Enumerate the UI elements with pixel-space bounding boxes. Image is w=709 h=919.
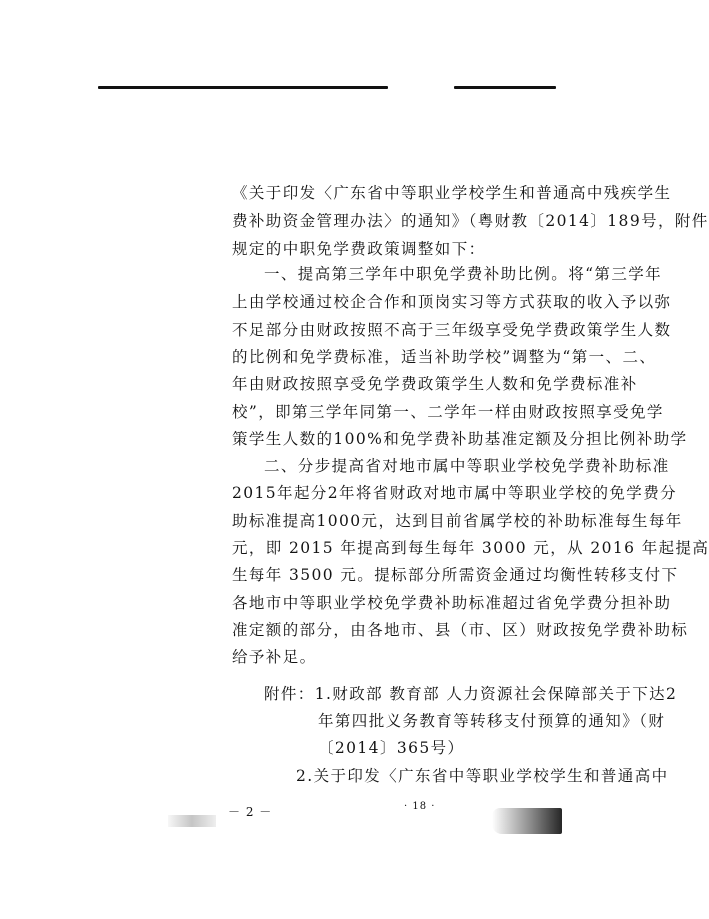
body-line: 上由学校通过校企合作和顶岗实习等方式获取的收入予以弥 xyxy=(232,293,672,311)
body-line: 不足部分由财政按照不高于三年级享受免学费政策学生人数 xyxy=(232,321,672,339)
body-line: 元，即 2015 年提高到每生每年 3000 元，从 2016 年起提高 xyxy=(232,539,709,557)
body-line: 生每年 3500 元。提标部分所需资金通过均衡性转移支付下 xyxy=(232,566,679,584)
attachment-line: 2.关于印发〈广东省中等职业学校学生和普通高中 xyxy=(296,767,669,785)
body-line: 各地市中等职业学校免学费补助标准超过省免学费分担补助 xyxy=(232,594,672,612)
scan-smudge-left xyxy=(168,815,216,827)
body-line: 年由财政按照享受免学费政策学生人数和免学费标准补 xyxy=(232,375,638,393)
page-number-center: · 18 · xyxy=(404,801,436,812)
attachment-line: 年第四批义务教育等转移支付预算的通知》（财 xyxy=(318,712,666,730)
page-number-left: － 2 － xyxy=(228,805,273,819)
body-line: 规定的中职免学费政策调整如下： xyxy=(232,240,486,258)
body-line: 给予补足。 xyxy=(232,648,317,666)
body-line: 策学生人数的100%和免学费补助基准定额及分担比例补助学 xyxy=(232,430,688,448)
body-line: 准定额的部分，由各地市、县（市、区）财政按免学费补助标 xyxy=(232,621,689,639)
section-two-heading-line: 二、分步提高省对地市属中等职业学校免学费补助标准 xyxy=(264,457,670,475)
body-line: 《关于印发〈广东省中等职业学校学生和普通高中残疾学生 xyxy=(232,184,672,202)
scan-top-border-left xyxy=(98,86,388,89)
scan-smudge-right xyxy=(492,808,562,834)
attachment-line: 〔2014〕365号） xyxy=(318,739,465,757)
section-one-heading-line: 一、提高第三学年中职免学费补助比例。将“第三学年 xyxy=(264,265,663,283)
body-line: 2015年起分2年将省财政对地市属中等职业学校的免学费分 xyxy=(232,484,678,502)
body-line: 校”，即第三学年同第一、二学年一样由财政按照享受免学 xyxy=(232,403,664,421)
body-line: 助标准提高1000元，达到目前省属学校的补助标准每生每年 xyxy=(232,512,683,530)
attachment-line: 附件：1.财政部 教育部 人力资源社会保障部关于下达2 xyxy=(264,685,678,703)
body-line: 费补助资金管理办法〉的通知》（粤财教〔2014〕189号，附件 xyxy=(232,212,709,230)
body-line: 的比例和免学费标准，适当补助学校”调整为“第一、二、 xyxy=(232,348,657,366)
scan-top-border-right xyxy=(454,86,556,89)
